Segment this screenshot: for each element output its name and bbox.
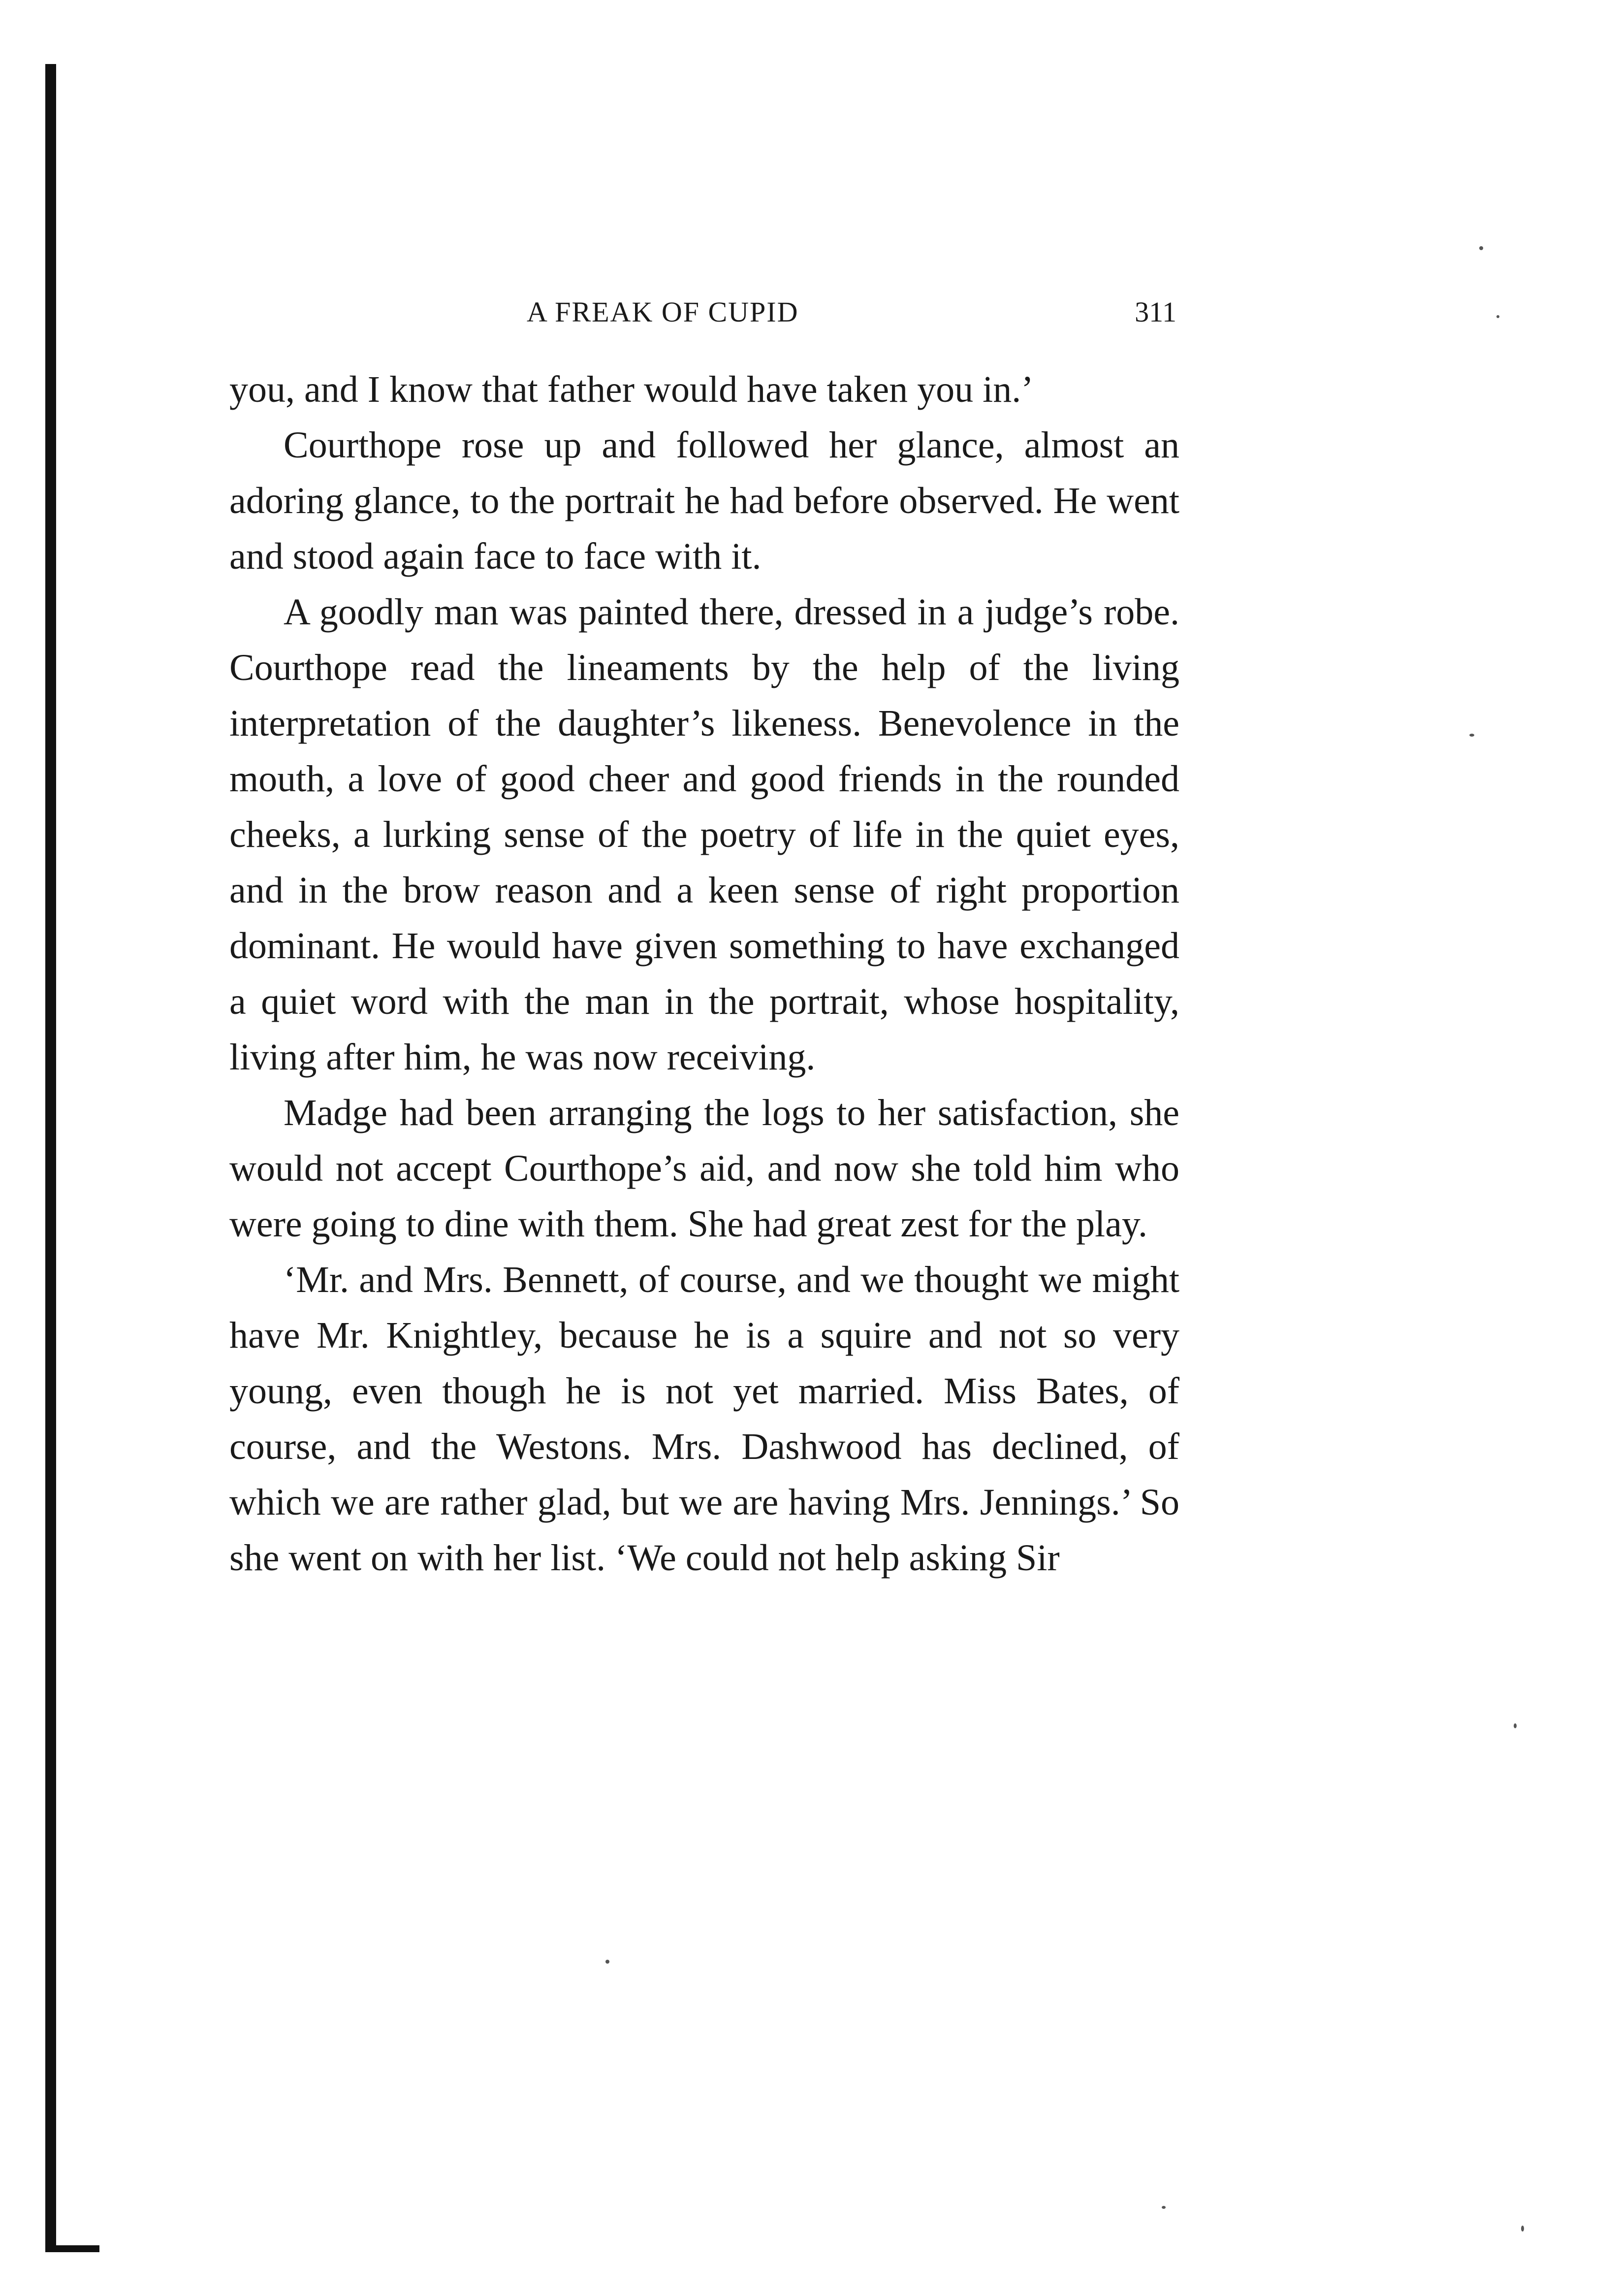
scan-speck (1479, 246, 1483, 250)
scan-speck (1521, 2226, 1524, 2231)
paragraph: ‘Mr. and Mrs. Bennett, of course, and we thought we might have Mr. Knightley, because he is a squire and not so very young, even though he is not yet married. Miss Bates, of course, and the Westons. Mrs. Dashwood has declined, of which we are rather glad, but we are having Mrs. Jennings.’ So she went on with her list. ‘We could not help asking Sir (229, 1259, 1179, 1579)
paragraph: you, and I know that father would have taken you in.’ (229, 369, 1034, 410)
paragraph: Courthope rose up and followed her glance, almost an adoring glance, to the portrait he had before observed. He went and stood again face to face with it. (229, 424, 1179, 577)
scan-speck (1514, 1723, 1517, 1728)
page-number: 311 (1135, 296, 1176, 328)
binding-edge-foot (45, 2245, 99, 2252)
scan-speck (1496, 315, 1499, 318)
running-title: A FREAK OF CUPID (527, 296, 799, 328)
paragraph: Madge had been arranging the logs to her satisfaction, she would not accept Courthope’s aid, and now she told him who were going to dine with them. She had great zest for the play. (229, 1092, 1179, 1245)
paragraph: A goodly man was painted there, dressed in a judge’s robe. Courthope read the lineaments by the help of the living interpretation of the daughter’s likeness. Benevolence in the mouth, a love of good cheer and good friends in the rounded cheeks, a lurking sense of the poetry of life in the quiet eyes, and in the brow reason and a keen sense of right proportion dominant. He would have given something to have exchanged a quiet word with the man in the portrait, whose hospitality, living after him, he was now receiving. (229, 591, 1179, 1078)
scan-speck (605, 1960, 609, 1964)
body-text (229, 362, 1179, 1586)
scan-speck (1469, 734, 1474, 737)
scan-speck (1162, 2206, 1166, 2209)
running-header (231, 295, 1176, 335)
binding-edge (45, 64, 56, 2250)
